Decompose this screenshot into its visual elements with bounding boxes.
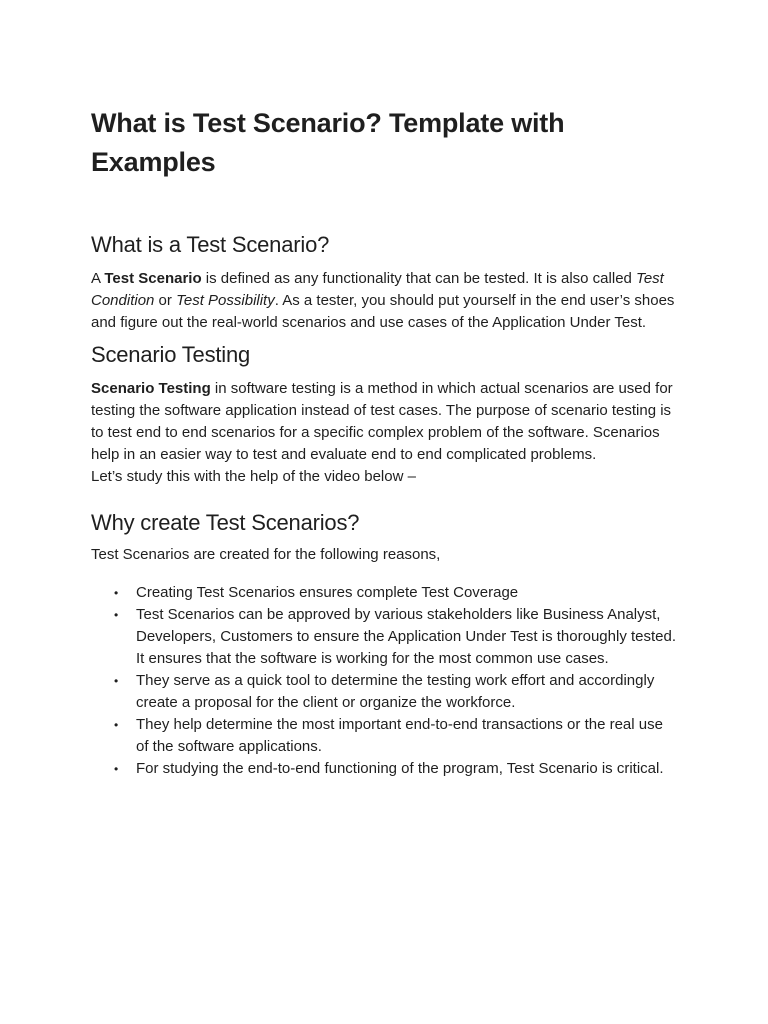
- term-test-possibility: Test Possibility: [176, 292, 275, 309]
- list-item: [114, 714, 678, 758]
- document-title: What is Test Scenario? Template with Examples: [91, 108, 565, 177]
- heading-why-create-test-scenarios: Why create Test Scenarios?: [91, 510, 360, 535]
- list-item: [114, 604, 678, 670]
- list-item-text: They help determine the most important end-to-end transactions or the real use of the software applications.: [136, 716, 663, 755]
- list-item-text: They serve as a quick tool to determine the testing work effort and accordingly create a proposal for the client or organize the workforce.: [136, 672, 655, 711]
- list-item-text: For studying the end-to-end functioning of the program, Test Scenario is critical.: [136, 760, 664, 777]
- bullet-icon: •: [114, 674, 119, 688]
- text-run: is defined as any functionality that can be tested. It is also called: [201, 270, 637, 287]
- paragraph-test-scenario-definition: [91, 268, 678, 334]
- paragraph-scenario-testing: [91, 378, 678, 488]
- list-item: [114, 582, 678, 604]
- bullet-icon: •: [114, 586, 119, 600]
- reasons-list: [91, 582, 678, 780]
- bullet-icon: •: [114, 762, 119, 776]
- list-item: [114, 758, 678, 780]
- text-run: . As a tester, you should put yourself in the end user’s shoes and figure out the real-world scenarios and use cases of the Application Under Test.: [91, 292, 675, 331]
- term-scenario-testing: Scenario Testing: [91, 380, 211, 397]
- bullet-icon: •: [114, 718, 119, 732]
- term-test-scenario: Test Scenario: [104, 270, 202, 287]
- text-run: A: [91, 270, 105, 287]
- list-item-text: Test Scenarios can be approved by various stakeholders like Business Analyst, Developers, Customers to ensure the Application Under Test is thoroughly tested. It ensures that the software is working for the most common use cases.: [136, 606, 677, 667]
- heading-scenario-testing: Scenario Testing: [91, 342, 251, 367]
- term-test-condition: Test Condition: [91, 270, 664, 309]
- list-item: [114, 670, 678, 714]
- heading-what-is-test-scenario: What is a Test Scenario?: [91, 232, 330, 257]
- paragraph-reasons-intro: Test Scenarios are created for the following reasons,: [91, 546, 441, 563]
- text-video-note: Let’s study this with the help of the video below –: [91, 468, 416, 485]
- text-run: in software testing is a method in which actual scenarios are used for testing the software application instead of test cases. The purpose of scenario testing is to test end to end scenarios for a specific complex problem of the software. Scenarios help in an easier way to test and evaluate end to end complicated problems.: [91, 380, 673, 463]
- text-run: or: [154, 292, 177, 309]
- list-item-text: Creating Test Scenarios ensures complete Test Coverage: [136, 584, 519, 601]
- bullet-icon: •: [114, 608, 119, 622]
